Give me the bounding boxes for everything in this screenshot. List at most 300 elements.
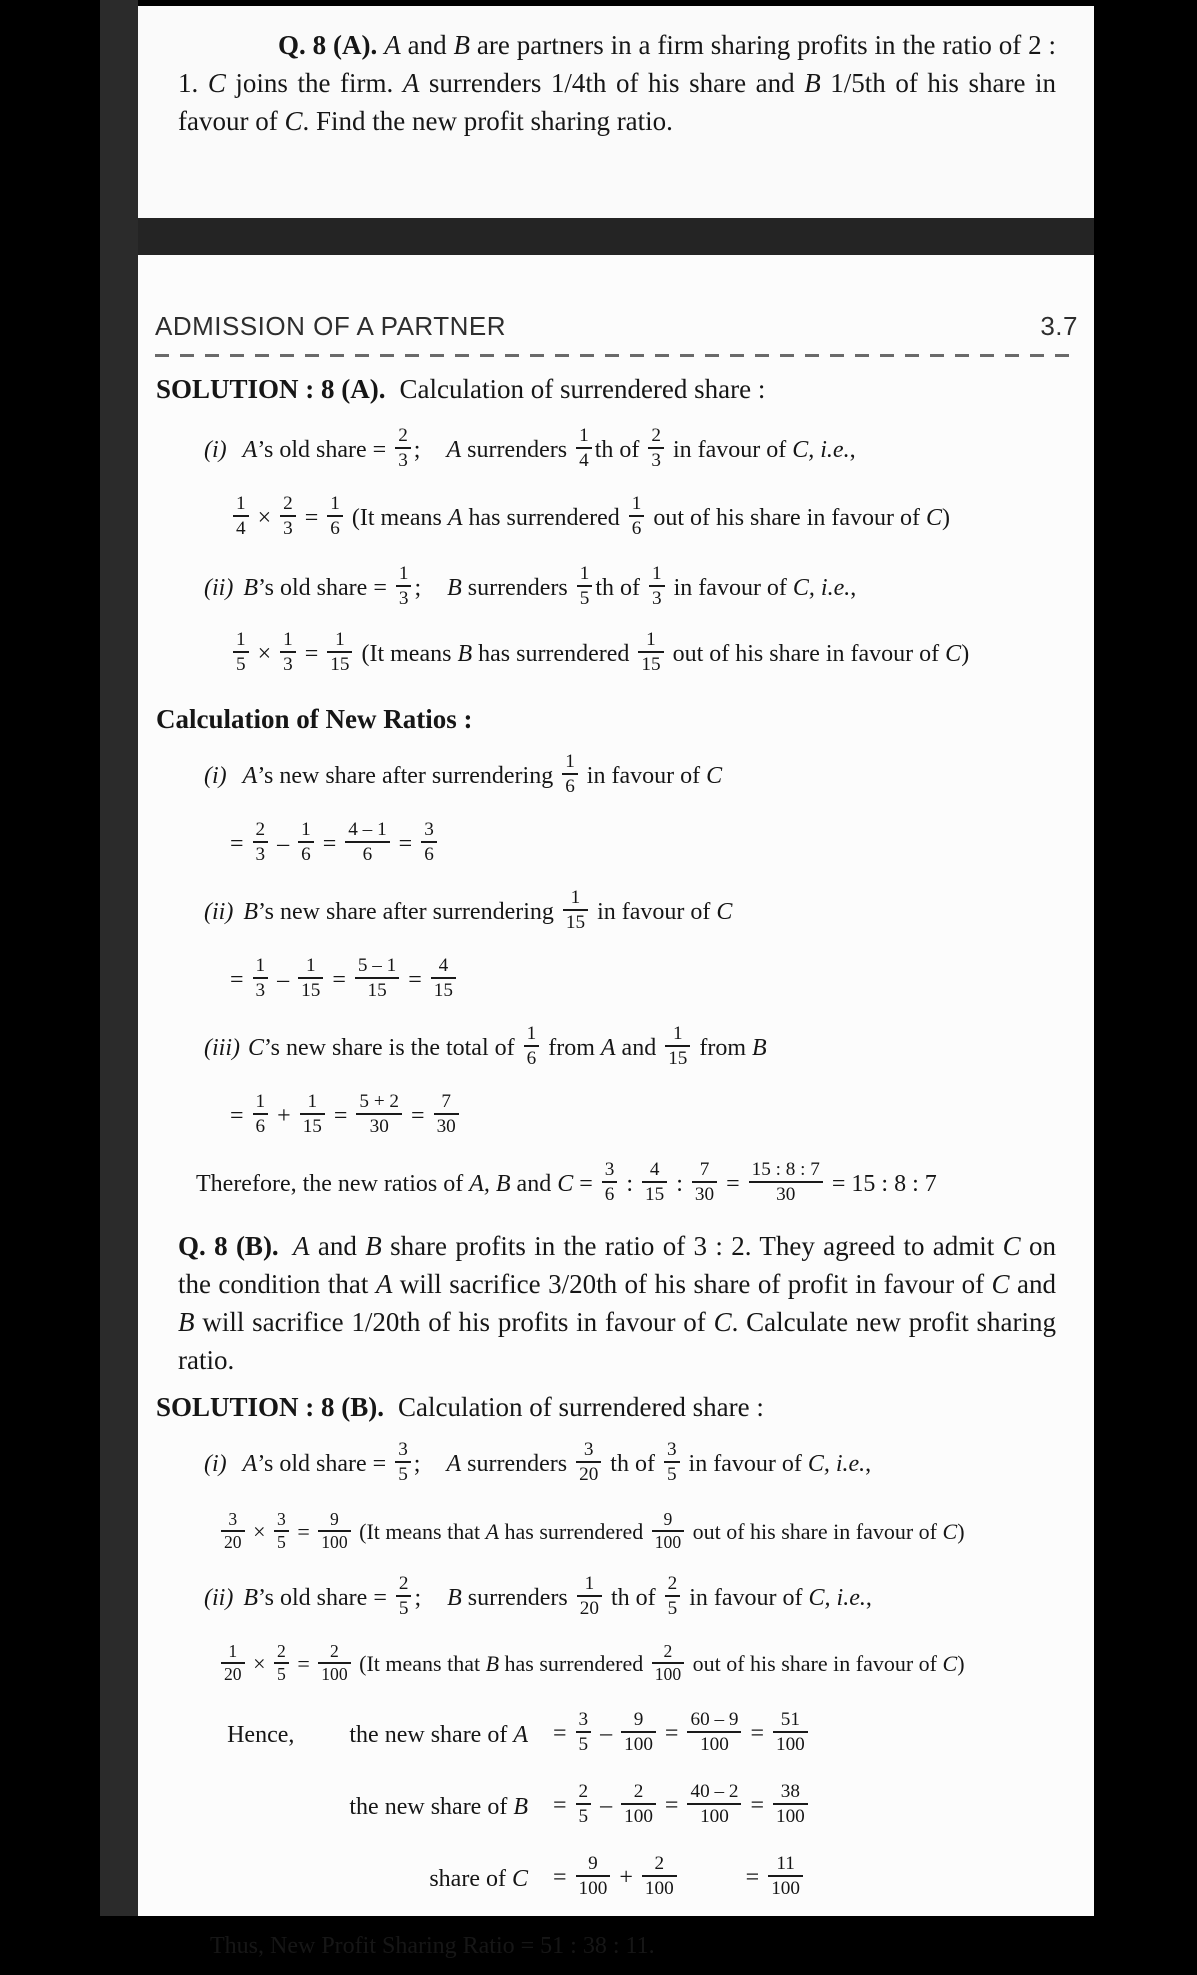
fraction-numerator: 1 [579, 563, 590, 585]
italic-run: B [453, 30, 470, 60]
text-run: from [693, 1035, 753, 1061]
fraction-numerator: 2 [398, 425, 408, 447]
text-run: – [271, 967, 296, 993]
question-8b [178, 1227, 1056, 1379]
fraction-numerator: 1 [646, 629, 656, 651]
therefore-new-ratios [196, 1155, 1094, 1213]
text-run: ) [942, 505, 950, 531]
fraction [274, 1510, 289, 1553]
text-run: will sacrifice 1/20th of his profits in favour of [194, 1307, 714, 1337]
fraction-denominator: 15 [431, 977, 456, 1001]
text-run: = [327, 1103, 354, 1129]
italic-run: A, B [469, 1171, 511, 1197]
text-run: = [230, 967, 250, 993]
text-run: , [865, 1451, 872, 1477]
fraction-denominator: 15 [563, 909, 588, 933]
fraction-numerator: 4 [649, 1159, 660, 1181]
fraction-numerator: 3 [578, 1708, 589, 1730]
fraction-denominator: 5 [396, 1595, 412, 1619]
fraction-denominator: 6 [298, 841, 314, 865]
fraction-numerator: 15 : 8 : 7 [751, 1159, 820, 1181]
fraction [577, 563, 593, 609]
italic-run: A [375, 1269, 393, 1299]
fraction-numerator: 1 [236, 493, 246, 515]
eq-b-surrendered [230, 625, 1094, 683]
hence-new-share-a [138, 1703, 1094, 1767]
fraction-numerator: 3 [398, 1439, 408, 1461]
fraction-numerator: 1 [579, 425, 589, 447]
italic-run: A [402, 68, 420, 98]
fraction-denominator: 100 [687, 1731, 741, 1755]
text-run: = [298, 505, 325, 531]
fraction-denominator: 5 [274, 1530, 289, 1552]
fraction-numerator: 3 [228, 1508, 238, 1529]
fraction-denominator: 5 [274, 1662, 289, 1684]
fraction [221, 1642, 245, 1685]
text-run: the new share of [349, 1721, 514, 1748]
fraction-numerator: 1 [565, 751, 575, 773]
fraction-numerator: 3 [583, 1439, 594, 1461]
fraction-numerator: 2 [283, 493, 293, 515]
fraction [576, 1709, 592, 1755]
italic-run: A [293, 1231, 310, 1261]
fraction-denominator: 5 [576, 1731, 592, 1755]
fraction-numerator: 1 [584, 1573, 595, 1595]
fraction-denominator: 20 [576, 1461, 601, 1485]
fraction-numerator: 1 [335, 629, 345, 651]
fraction [396, 563, 412, 609]
new-share-b [204, 883, 1094, 941]
text-run: = [658, 1720, 685, 1747]
fraction [576, 1781, 592, 1827]
fraction-denominator: 30 [692, 1181, 717, 1205]
italic-run: C [925, 505, 942, 531]
new-share-c [204, 1019, 1094, 1077]
text-run: = [230, 831, 250, 857]
hence-new-share-b [138, 1775, 1094, 1839]
fraction [629, 493, 645, 539]
text-run: × [251, 641, 278, 667]
italic-run: C [248, 1035, 265, 1061]
fraction-denominator: 30 [749, 1181, 823, 1205]
chapter-title: ADMISSION OF A PARTNER [155, 311, 506, 341]
separator-band [138, 218, 1094, 255]
fraction-denominator: 6 [327, 515, 343, 539]
italic-run: A [242, 763, 258, 789]
fraction-numerator: 1 [652, 563, 662, 585]
fraction-denominator: 15 [300, 1113, 325, 1137]
fraction-denominator: 5 [665, 1595, 681, 1619]
fraction-numerator: 51 [780, 1708, 800, 1730]
hence-label [138, 1722, 528, 1749]
text-run: = [298, 641, 325, 667]
fraction [692, 1159, 717, 1205]
fraction-denominator: 100 [318, 1662, 350, 1684]
text-run: surrenders [461, 1451, 574, 1477]
fraction-numerator: 2 [651, 425, 661, 447]
fraction [577, 1573, 602, 1619]
fraction [773, 1709, 808, 1755]
new-share-a [204, 747, 1094, 805]
fraction-denominator: 100 [642, 1875, 677, 1899]
fraction-denominator: 3 [253, 841, 269, 865]
text-run: × [247, 1519, 272, 1544]
fraction-numerator: 1 [236, 629, 246, 651]
hence-equation [553, 1708, 811, 1758]
text-run: out of his share in favour of [687, 1651, 943, 1676]
fraction-denominator: 3 [396, 585, 412, 609]
italic-run: B [752, 1035, 767, 1061]
italic-run: A [384, 30, 401, 60]
fraction [298, 955, 323, 1001]
italic-run: C [716, 899, 733, 925]
italic-run: (i) [204, 763, 227, 789]
text-run: + [613, 1864, 639, 1891]
fraction-denominator: 3 [648, 447, 664, 471]
text-run: ) [961, 641, 970, 667]
text-run: = [720, 1171, 746, 1197]
italic-run: C [942, 1519, 958, 1544]
text-run: ’s new share after surrendering [257, 763, 560, 789]
fraction-numerator: 4 – 1 [348, 819, 387, 841]
fraction [431, 955, 456, 1001]
fraction [665, 1573, 681, 1619]
fraction-numerator: 1 [255, 955, 266, 977]
hence-label [138, 1794, 528, 1821]
italic-run: B [804, 68, 821, 98]
italic-run: A [447, 505, 463, 531]
fraction [602, 1159, 618, 1205]
text-run: = [553, 1864, 573, 1891]
bold-run: Q. 8 (A). [278, 30, 385, 60]
text-run: and [309, 1231, 366, 1261]
italic-run: A [485, 1519, 500, 1544]
text-run: Therefore, the new ratios of [196, 1171, 470, 1197]
page-number: 3.7 [1040, 311, 1078, 341]
fraction [749, 1159, 823, 1205]
italic-run: (ii) [204, 575, 234, 601]
fraction-denominator: 30 [434, 1113, 459, 1137]
text-run: + [271, 1103, 297, 1129]
italic-run: C [207, 68, 226, 98]
fraction-denominator: 3 [280, 515, 296, 539]
fraction [327, 493, 343, 539]
eq-b-surrendered-8b [218, 1635, 1094, 1693]
hence-equation [553, 1780, 811, 1830]
fraction-denominator: 100 [773, 1731, 808, 1755]
text-run: (It means [355, 641, 458, 667]
fraction-numerator: 7 [441, 1091, 451, 1113]
fraction-numerator: 3 [604, 1159, 615, 1181]
fraction-denominator: 30 [356, 1113, 402, 1137]
fraction-numerator: 1 [526, 1023, 537, 1045]
italic-run: B [457, 641, 473, 667]
italic-run: C [284, 106, 303, 136]
text-run: share of [429, 1865, 512, 1892]
text-run: – [271, 831, 296, 857]
fraction-numerator: 2 [398, 1573, 409, 1595]
bold-run: SOLUTION : 8 (B). [156, 1392, 385, 1422]
text-run: ; [414, 575, 428, 601]
top-question-card [138, 6, 1094, 218]
fraction-denominator: 5 [395, 1461, 411, 1485]
text-run: . Calculate new profit sharing ratio. [178, 1307, 1056, 1375]
fraction-denominator: 6 [345, 841, 389, 865]
text-run: and [510, 1171, 558, 1197]
fraction [233, 493, 249, 539]
fraction [221, 1510, 245, 1553]
text-run: and [400, 30, 454, 60]
fraction [687, 1709, 741, 1755]
italic-run: C [557, 1171, 574, 1197]
fraction [576, 1439, 601, 1485]
text-run: = [316, 831, 343, 857]
fraction-numerator: 3 [277, 1508, 286, 1529]
fraction-denominator: 15 [638, 651, 663, 675]
text-run: (It means [345, 505, 448, 531]
italic-run: C [511, 1865, 528, 1892]
fraction [563, 887, 588, 933]
fraction-denominator: 3 [395, 447, 411, 471]
text-run: – [594, 1792, 619, 1819]
fraction [233, 629, 249, 675]
text-run: out of his share in favour of [647, 505, 926, 531]
fraction [274, 1642, 289, 1685]
fraction-numerator: 5 + 2 [359, 1091, 400, 1113]
calc-new-ratios-heading [156, 701, 1094, 737]
text-run: and [1009, 1269, 1056, 1299]
fraction [395, 425, 411, 471]
eq-new-share-b [230, 951, 1094, 1009]
fraction-denominator: 100 [773, 1803, 808, 1827]
question-8a-paragraph [178, 26, 1056, 140]
fraction-numerator: 1 [570, 887, 581, 909]
textbook-page [138, 255, 1094, 1959]
text-run: from [542, 1035, 601, 1061]
italic-run: C [1002, 1231, 1021, 1261]
fraction-numerator: 2 [255, 819, 266, 841]
fraction-numerator: 1 [631, 493, 642, 515]
step-ii-b-old-share [204, 559, 1094, 617]
text-run: , [865, 1585, 872, 1611]
fraction-denominator: 5 [576, 1803, 592, 1827]
bold-run: Q. 8 (B). [178, 1231, 288, 1261]
fraction-denominator: 5 [233, 651, 249, 675]
step-ii-b-old-share-8b [204, 1569, 1094, 1627]
italic-run: B [178, 1307, 195, 1337]
fraction-numerator: 1 [673, 1023, 683, 1045]
fraction-numerator: 60 – 9 [690, 1708, 739, 1730]
text-run: (It means that [353, 1519, 486, 1544]
italic-run: C [945, 641, 962, 667]
fraction-denominator: 15 [298, 977, 323, 1001]
text-run: = [291, 1651, 316, 1676]
fraction [253, 1091, 269, 1137]
fraction-denominator: 20 [221, 1662, 245, 1684]
text-run: ; [414, 1585, 428, 1611]
italic-run: A [242, 437, 258, 463]
fraction [621, 1709, 656, 1755]
fraction-denominator: 3 [253, 977, 269, 1001]
fraction-denominator: 3 [280, 651, 296, 675]
text-run: 1/5th of his share in favour of [178, 68, 1057, 136]
fraction [524, 1023, 540, 1069]
text-run: share profits in the ratio of 3 : 2. They agreed to admit [381, 1231, 1003, 1261]
text-run: = [745, 1864, 766, 1891]
fraction [687, 1781, 741, 1827]
text-run: and [615, 1035, 663, 1061]
fraction-denominator: 20 [577, 1595, 602, 1619]
text-run: : [670, 1171, 689, 1197]
fraction-numerator: 2 [277, 1640, 286, 1661]
fraction-denominator: 100 [687, 1803, 741, 1827]
fraction-numerator: 11 [776, 1852, 795, 1874]
fraction [356, 1091, 402, 1137]
italic-run: C, i.e. [792, 575, 851, 601]
fraction-denominator: 100 [652, 1662, 684, 1684]
eq-new-share-c [230, 1087, 1094, 1145]
fraction-numerator: 1 [283, 629, 293, 651]
text-run: surrenders [461, 437, 574, 463]
italic-run: C [706, 763, 723, 789]
fraction [298, 819, 314, 865]
italic-run: C [942, 1651, 958, 1676]
italic-run: C [713, 1307, 732, 1337]
text-run: Hence, [227, 1721, 295, 1748]
fraction [665, 1023, 690, 1069]
text-run: = 15 : 8 : 7 [825, 1171, 937, 1197]
fraction [621, 1781, 656, 1827]
bold-run: Calculation of New Ratios : [156, 704, 473, 734]
fraction-numerator: 4 [438, 955, 449, 977]
italic-run: (i) [204, 437, 227, 463]
italic-run: A [600, 1035, 616, 1061]
fraction-numerator: 1 [305, 955, 316, 977]
italic-run: B [447, 1585, 462, 1611]
text-run: out of his share in favour of [687, 1519, 943, 1544]
text-run: ’s old share = [257, 437, 393, 463]
fraction-denominator: 100 [768, 1875, 803, 1899]
fraction-denominator: 4 [233, 515, 249, 539]
fraction-numerator: 2 [633, 1780, 644, 1802]
fraction-denominator: 3 [649, 585, 665, 609]
fraction [253, 955, 269, 1001]
fraction [642, 1853, 677, 1899]
fraction-numerator: 5 – 1 [357, 955, 397, 977]
fraction-numerator: 9 [663, 1508, 673, 1529]
text-run: has surrendered [472, 641, 636, 667]
fraction-denominator: 6 [524, 1045, 540, 1069]
fraction-numerator: 2 [654, 1852, 665, 1874]
page-content [138, 371, 1094, 1975]
fraction [652, 1510, 684, 1553]
fraction [648, 425, 664, 471]
step-i-a-old-share-8b [204, 1435, 1094, 1493]
text-run: = [392, 831, 419, 857]
fraction-numerator: 2 [578, 1780, 589, 1802]
fraction-denominator: 15 [327, 651, 352, 675]
hence-share-c [138, 1847, 1094, 1911]
text-run: ’s old share = [257, 1451, 393, 1477]
fraction [355, 955, 399, 1001]
text-run: ’s old share = [258, 575, 393, 601]
fraction-denominator: 100 [576, 1875, 611, 1899]
text-run: , [849, 437, 856, 463]
fraction-denominator: 4 [576, 447, 592, 471]
italic-run: B [243, 899, 258, 925]
fraction-numerator: 1 [307, 1091, 318, 1113]
text-run: = [230, 1103, 250, 1129]
fraction-denominator: 100 [621, 1803, 656, 1827]
italic-run: C, i.e. [807, 1451, 866, 1477]
solution-8b-heading [156, 1389, 1094, 1425]
fraction-denominator: 5 [664, 1461, 680, 1485]
italic-run: B [513, 1793, 528, 1820]
eq-a-surrendered-8b [218, 1503, 1094, 1561]
text-run: = [744, 1792, 770, 1819]
fraction [345, 819, 389, 865]
fraction-denominator: 15 [665, 1045, 690, 1069]
eq-new-share-a [230, 815, 1094, 873]
step-i-a-old-share [204, 421, 1094, 479]
fraction [638, 629, 663, 675]
text-run: Calculation of surrendered share : [399, 374, 766, 404]
fraction-numerator: 2 [663, 1640, 673, 1661]
text-run: ’s new share after surrendering [258, 899, 560, 925]
fraction-numerator: 1 [398, 563, 409, 585]
fraction [642, 1159, 667, 1205]
fraction-numerator: 9 [633, 1708, 644, 1730]
text-run: ) [957, 1651, 965, 1676]
italic-run: (i) [204, 1451, 227, 1477]
fraction [576, 1853, 611, 1899]
bold-run: SOLUTION : 8 (A). [156, 374, 386, 404]
text-run: joins the firm. [225, 68, 403, 98]
text-run: ’s new share is the total of [264, 1035, 521, 1061]
text-run: surrenders [461, 575, 574, 601]
fraction [434, 1091, 459, 1137]
text-run: . Find the new profit sharing ratio. [302, 106, 673, 136]
text-run: = [291, 1519, 316, 1544]
fraction [327, 629, 352, 675]
hence-label [138, 1866, 528, 1893]
text-run: Calculation of surrendered share : [398, 1392, 764, 1422]
fraction-numerator: 40 – 2 [690, 1780, 739, 1802]
text-run: th of [595, 575, 647, 601]
fraction-denominator: 100 [621, 1731, 656, 1755]
fraction-denominator: 100 [318, 1530, 350, 1552]
text-run: th of [604, 1451, 661, 1477]
fraction-denominator: 15 [642, 1181, 667, 1205]
fraction-numerator: 1 [228, 1640, 238, 1661]
fraction-numerator: 7 [699, 1159, 710, 1181]
fraction-numerator: 1 [301, 819, 311, 841]
italic-run: B [243, 575, 258, 601]
fraction-denominator: 5 [577, 585, 593, 609]
text-run: has surrendered [462, 505, 626, 531]
fraction-numerator: 2 [330, 1640, 339, 1661]
fraction-denominator: 6 [562, 773, 578, 797]
fraction-numerator: 9 [330, 1508, 339, 1529]
text-run: : [620, 1171, 640, 1197]
solution-8a-heading [156, 371, 1094, 407]
italic-run: (iii) [204, 1035, 240, 1061]
text-run: = [658, 1792, 685, 1819]
text-run: in favour of [580, 763, 707, 789]
text-run: = [744, 1720, 770, 1747]
italic-run: B [485, 1651, 500, 1676]
eq-a-surrendered [230, 489, 1094, 547]
